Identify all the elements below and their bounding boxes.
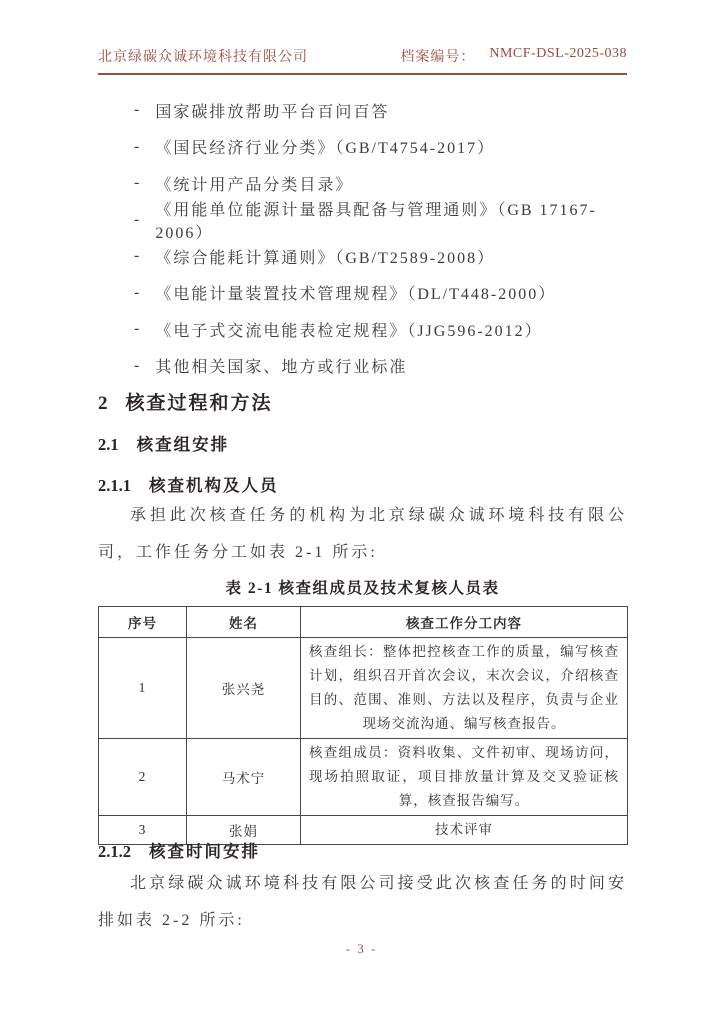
col-header-number: 序号 [99,607,187,638]
archive-number-group [400,46,627,66]
subsection-heading-time-arrangement [98,838,260,862]
reference-text: 其他相关国家、地方或行业标准 [155,359,408,377]
dash-marker: - [134,210,142,228]
list-item [98,348,627,385]
page-number: - 3 - [345,941,378,956]
reference-list [98,92,627,384]
heading-number: 2.1.1 [98,476,131,495]
row-number: 1 [99,638,187,739]
reference-text: 《用能单位能源计量器具配备与管理通则》（GB 17167-2006） [155,201,597,242]
heading-title: 核查时间安排 [149,842,260,861]
dash-marker: - [134,283,142,301]
dash-marker: - [134,174,142,192]
list-item [98,275,627,312]
table-header-row [99,607,628,638]
col-header-name: 姓名 [187,607,301,638]
dash-marker: - [134,101,142,119]
list-item [98,238,627,275]
member-duty: 技术评审 [301,816,628,845]
reference-text: 《电子式交流电能表检定规程》（JJG596-2012） [155,322,543,340]
heading-title: 核查组安排 [136,435,230,454]
member-name: 张兴尧 [187,638,301,739]
reference-text: 《综合能耗计算通则》（GB/T2589-2008） [155,249,496,267]
heading-title: 核查机构及人员 [149,476,279,495]
member-duty: 核查组成员：资料收集、文件初审、现场访问，现场拍照取证，项目排放量计算及交叉验证核算，核查报告编写。 [301,739,628,816]
reference-text: 《电能计量装置技术管理规程》（DL/T448-2000） [155,286,557,304]
table-caption: 表 2-1 核查组成员及技术复核人员表 [225,580,500,597]
reference-text: 《国民经济行业分类》（GB/T4754-2017） [155,140,496,158]
dash-marker: - [134,356,142,374]
document-header [98,46,627,75]
subsection-heading-team-arrangement [98,431,229,455]
dash-marker: - [134,247,142,265]
heading-title: 核查过程和方法 [125,393,273,414]
archive-label: 档案编号： [400,50,476,65]
list-item [98,92,627,129]
reference-text: 国家碳排放帮助平台百问百答 [155,103,390,121]
heading-number: 2 [98,393,108,414]
list-item [98,129,627,166]
verifier-table [98,606,628,845]
col-header-duty: 核查工作分工内容 [301,607,628,638]
dash-marker: - [134,137,142,155]
section-heading-process-and-method [98,388,273,415]
archive-number: NMCF-DSL-2025-038 [489,46,627,61]
table-row [99,638,628,739]
member-duty: 核查组长：整体把控核查工作的质量，编写核查计划，组织召开首次会议，末次会议，介绍核查目的、范围、准则、方法以及程序，负责与企业现场交流沟通、编写核查报告。 [301,638,628,739]
subsection-heading-agency-and-staff [98,472,279,496]
row-number: 2 [99,739,187,816]
member-name: 马术宁 [187,739,301,816]
member-name: 张娟 [187,816,301,845]
paragraph-time-intro: 北京绿碳众诚环境科技有限公司接受此次核查任务的时间安排如表 2-2 所示: [98,875,627,929]
list-item [98,311,627,348]
page-footer [0,941,723,957]
row-number: 3 [99,816,187,845]
heading-number: 2.1 [98,435,119,454]
reference-text: 《统计用产品分类目录》 [155,176,354,194]
list-item [98,201,627,242]
company-name: 北京绿碳众诚环境科技有限公司 [98,50,308,65]
paragraph-team-intro: 承担此次核查任务的机构为北京绿碳众诚环境科技有限公司，工作任务分工如表 2-1 所示: [98,507,627,561]
heading-number: 2.1.2 [98,842,131,861]
dash-marker: - [134,320,142,338]
table-row [99,739,628,816]
